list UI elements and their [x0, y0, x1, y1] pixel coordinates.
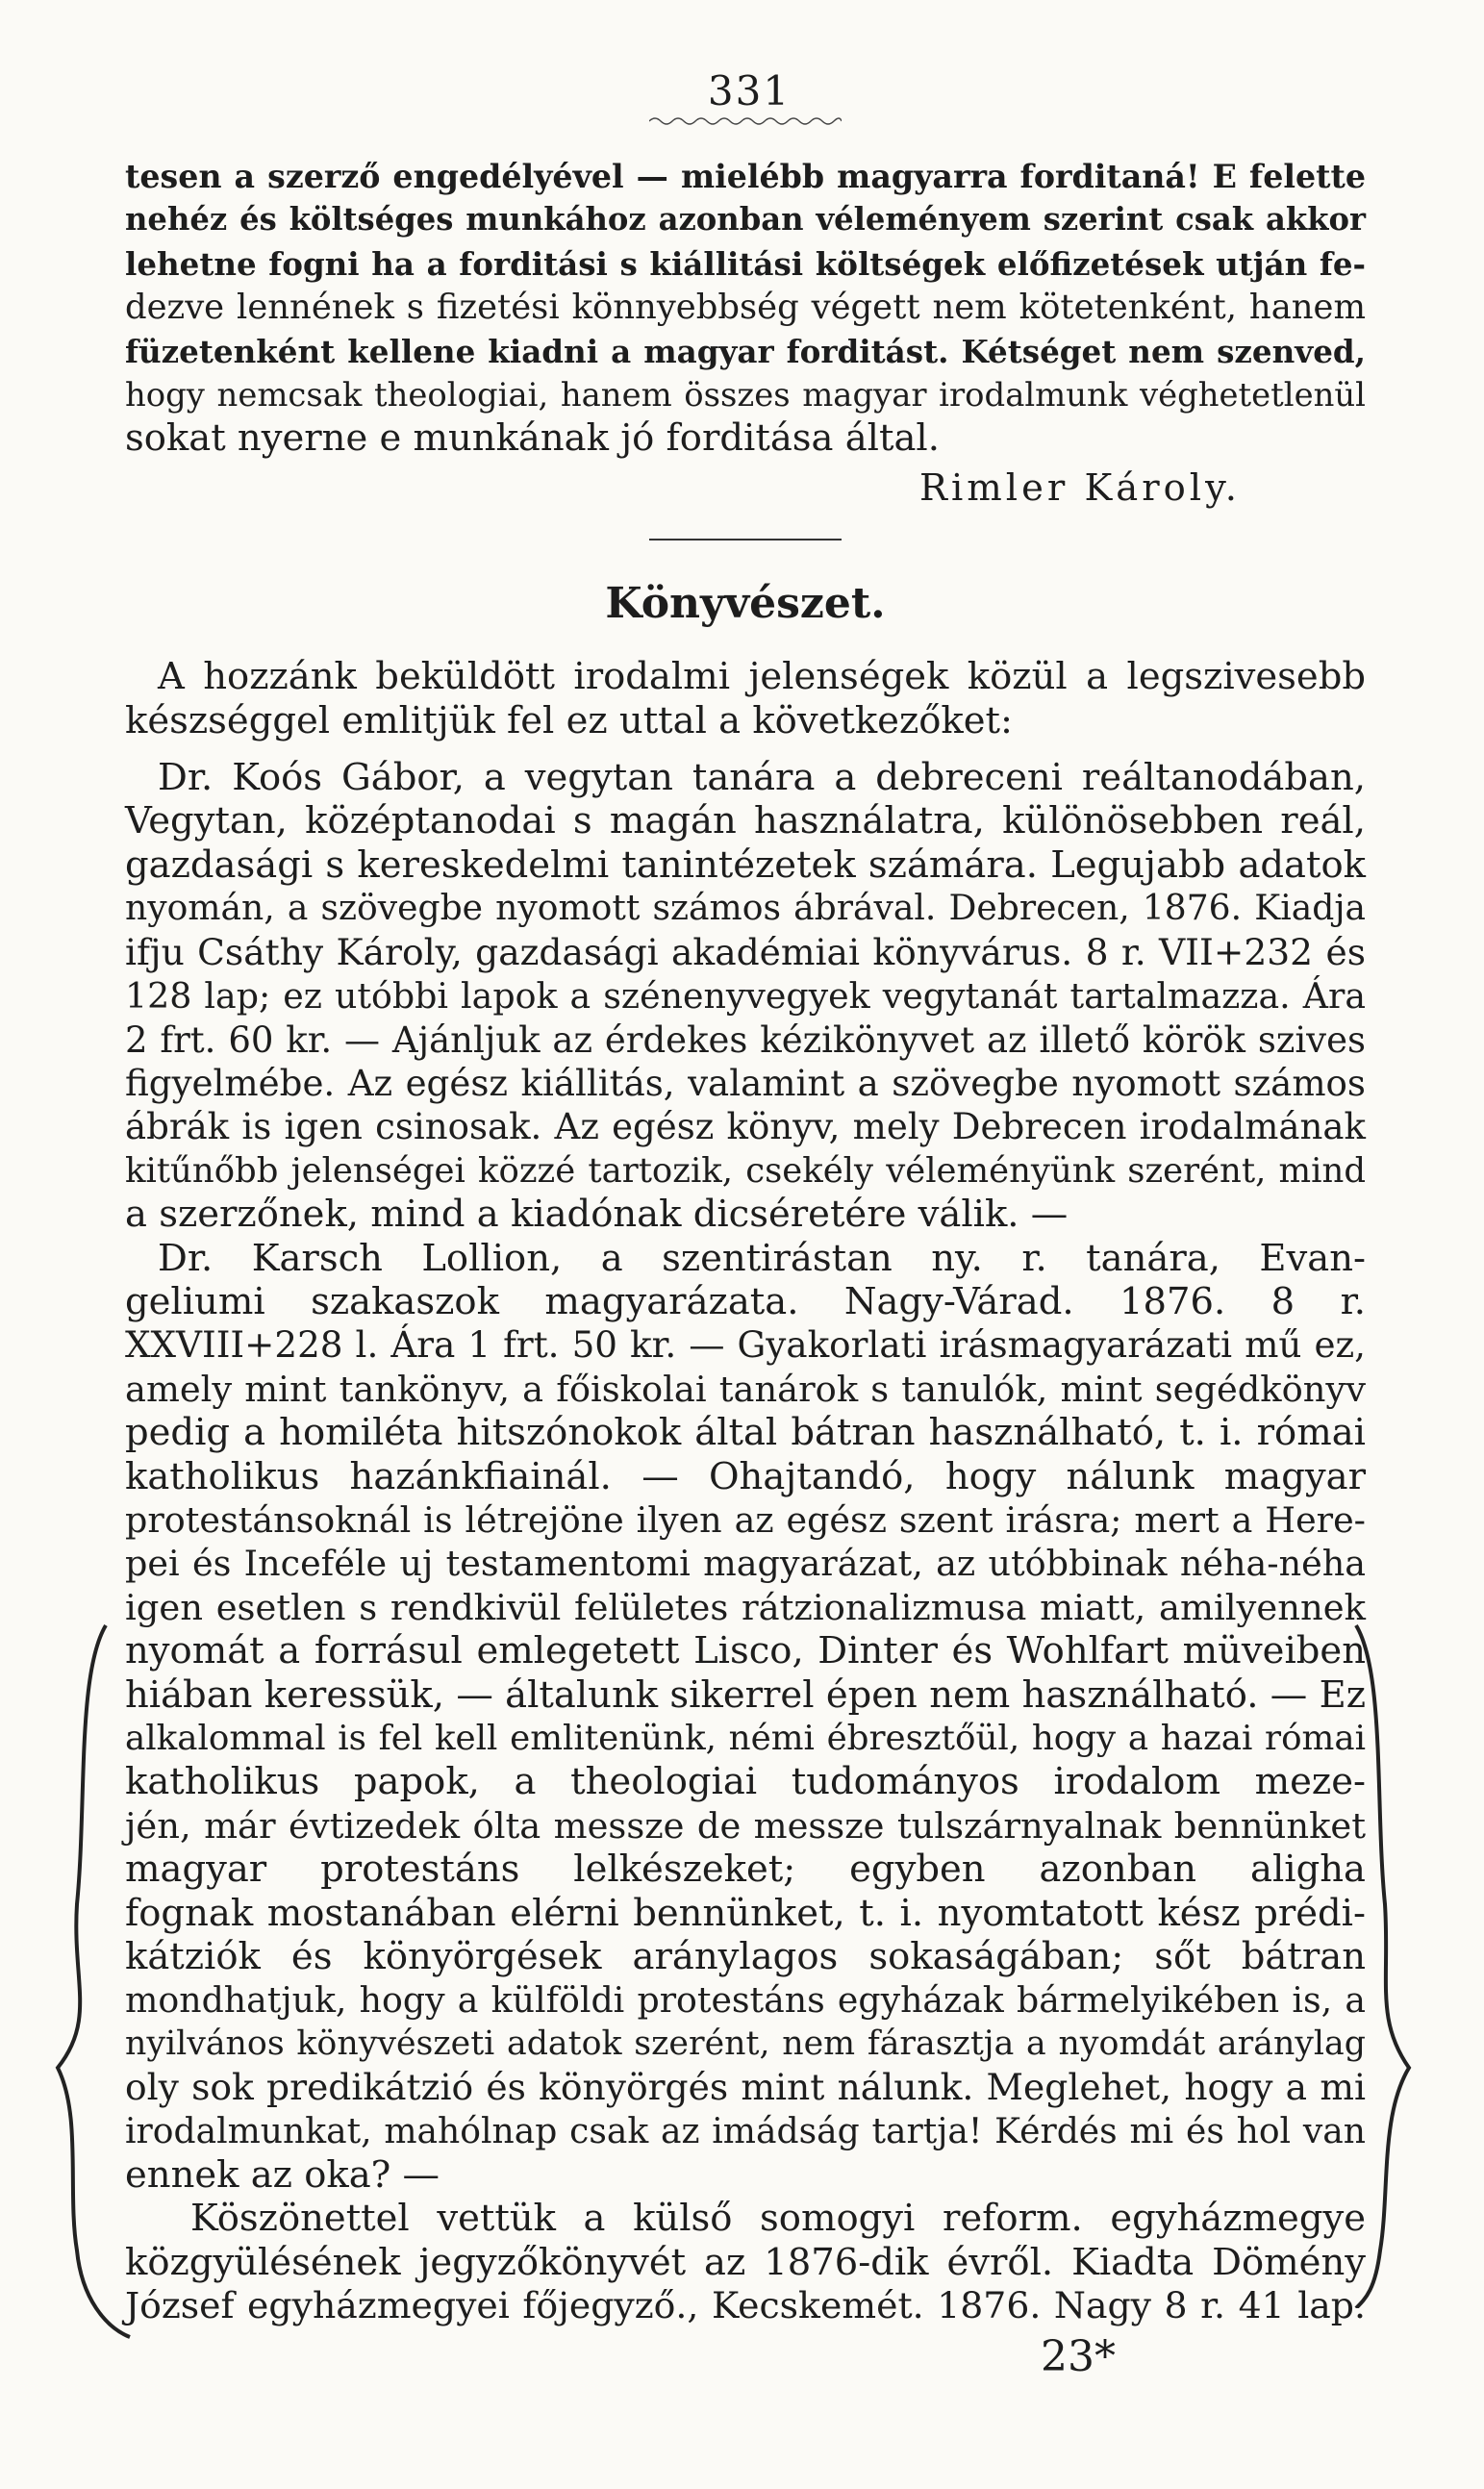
text-line: hiában keressük, — általunk sikerrel épen nem használható. — Ez — [125, 1672, 1366, 1717]
lead-paragraph — [125, 655, 1366, 742]
text-line: magyar protestáns lelkészeket; egyben azonban aligha — [125, 1848, 1366, 1892]
text-line: nehéz és költséges munkához azonban véleményem szerint csak akkor — [125, 201, 1366, 239]
text-line: XXVIII+228 l. Ára 1 frt. 50 kr. — Gyakorlati irásmagyarázati mű ez, — [125, 1323, 1366, 1367]
page-number: 331 — [707, 67, 792, 114]
text-line: ennek az oka? — — [125, 2153, 440, 2198]
text-line: nyilvános könyvészeti adatok szerént, nem fárasztja a nyomdát aránylag — [125, 2024, 1366, 2063]
text-line: készséggel emlitjük fel ez uttal a következőket: — [125, 698, 1013, 742]
text-line: 128 lap; ez utóbbi lapok a szénenyvegyek vegytanát tartalmazza. Ára — [125, 975, 1366, 1018]
text-line: nyomát a forrásul emlegetett Lisco, Dinter és Wohlfart müveiben — [125, 1629, 1366, 1673]
text-line: ábrák is igen csinosak. Az egész könyv, mely Debrecen irodalmának — [125, 1106, 1366, 1148]
text-line: hogy nemcsak theologiai, hanem összes magyar irodalmunk véghetetlenül — [125, 376, 1366, 415]
entry-somogyi-jegyzokonyv — [125, 2197, 1366, 2327]
text-line: közgyülésének jegyzőkönyvét az 1876-dik évről. Kiadta Dömény — [125, 2240, 1366, 2284]
text-line: oly sok predikátzió és könyörgés mint nálunk. Meglehet, hogy a mi — [125, 2066, 1366, 2109]
text-line: alkalommal is fel kell emlitenünk, némi ébresztőül, hogy a hazai római — [125, 1719, 1366, 1758]
text-line: József egyházmegyei főjegyző., Kecskemét. 1876. Nagy 8 r. 41 lap. — [125, 2284, 1366, 2327]
text-line: nyomán, a szövegbe nyomott számos ábrával. Debrecen, 1876. Kiadja — [125, 888, 1366, 929]
text-line: dezve lennének s fizetési könnyebbség végett nem kötetenként, hanem — [125, 288, 1366, 328]
author-signature: Rimler Károly. — [918, 465, 1241, 510]
text-line: sokat nyerne e munkának jó forditása által. — [125, 416, 940, 461]
text-line: figyelmébe. Az egész kiállitás, valamint a szövegbe nyomott számos — [125, 1062, 1366, 1104]
text-line: Dr. Koós Gábor, a vegytan tanára a debreceni reáltanodában, — [158, 756, 1366, 800]
text-line: mondhatjuk, hogy a külföldi protestáns egyházak bármelyikében is, a — [125, 1979, 1366, 2022]
text-line: Köszönettel vettük a külső somogyi reform. egyházmegye — [190, 2197, 1366, 2241]
text-line: irodalmunkat, mahólnap csak az imádság tartja! Kérdés mi és hol van — [125, 2110, 1366, 2151]
section-title: Könyvészet. — [605, 579, 886, 629]
text-line: fognak mostanában elérni bennünket, t. i. nyomtatott kész prédi- — [125, 1891, 1366, 1935]
text-line: tesen a szerző engedélyével — mielébb magyarra forditaná! E felette — [125, 158, 1366, 195]
text-line: gazdasági s kereskedelmi tanintézetek számára. Legujabb adatok — [125, 842, 1366, 887]
text-line: lehetne fogni ha a forditási s kiállitási költségek előfizetések utján fe- — [125, 244, 1366, 283]
text-line: kitűnőbb jelenségei közzé tartozik, csekély véleményünk szerént, mind — [125, 1150, 1366, 1191]
text-line: geliumi szakaszok magyarázata. Nagy-Várad. 1876. 8 r. — [125, 1279, 1366, 1323]
text-line: ifju Csáthy Károly, gazdasági akadémiai könyvárus. 8 r. VII+232 és — [125, 930, 1366, 973]
text-line: jén, már évtizedek ólta messze de messze tulszárnyalnak bennünket — [125, 1804, 1366, 1847]
text-line: amely mint tankönyv, a főiskolai tanárok s tanulók, mint segédkönyv — [125, 1368, 1366, 1410]
text-line: A hozzánk beküldött irodalmi jelenségek közül a legszivesebb — [158, 655, 1366, 699]
ornamental-wavy-rule — [649, 114, 842, 128]
left-margin-bracket — [38, 1616, 144, 2347]
entry-koos-vegytan — [125, 756, 1366, 1236]
text-line: katholikus papok, a theologiai tudományos irodalom meze- — [125, 1760, 1366, 1804]
text-line: pedig a homiléta hitszónokok által bátran használható, t. i. római — [125, 1411, 1366, 1455]
right-margin-bracket — [1346, 1616, 1423, 2308]
entry-karsch-evangeliumi — [125, 1237, 1366, 2198]
intro-paragraph — [125, 155, 1366, 461]
text-line: Dr. Karsch Lollion, a szentirástan ny. r. tanára, Evan- — [158, 1236, 1366, 1280]
signature-mark: 23* — [1041, 2331, 1116, 2381]
text-line: a szerzőnek, mind a kiadónak dicséretére válik. — — [125, 1193, 1069, 1237]
text-line: protestánsoknál is létrejöne ilyen az egész szent irásra; mert a Here- — [125, 1498, 1366, 1541]
divider — [649, 539, 842, 541]
text-line: igen esetlen s rendkivül felületes rátzionalizmusa miatt, amilyennek — [125, 1586, 1366, 1628]
text-line: 2 frt. 60 kr. — Ajánljuk az érdekes kézikönyvet az illető körök szives — [125, 1018, 1366, 1061]
text-line: Vegytan, középtanodai s magán használatra, különösebben reál, — [125, 799, 1366, 843]
text-line: pei és Inceféle uj testamentomi magyarázat, az utóbbinak néha-néha — [125, 1543, 1366, 1585]
text-line: füzetenként kellene kiadni a magyar forditást. Kétséget nem szenved, — [125, 332, 1366, 370]
text-line: kátziók és könyörgések aránylagos sokaságában; sőt bátran — [125, 1935, 1366, 1979]
book-page — [125, 67, 1366, 2381]
text-line: katholikus hazánkfiainál. — Ohajtandó, hogy nálunk magyar — [125, 1454, 1366, 1498]
